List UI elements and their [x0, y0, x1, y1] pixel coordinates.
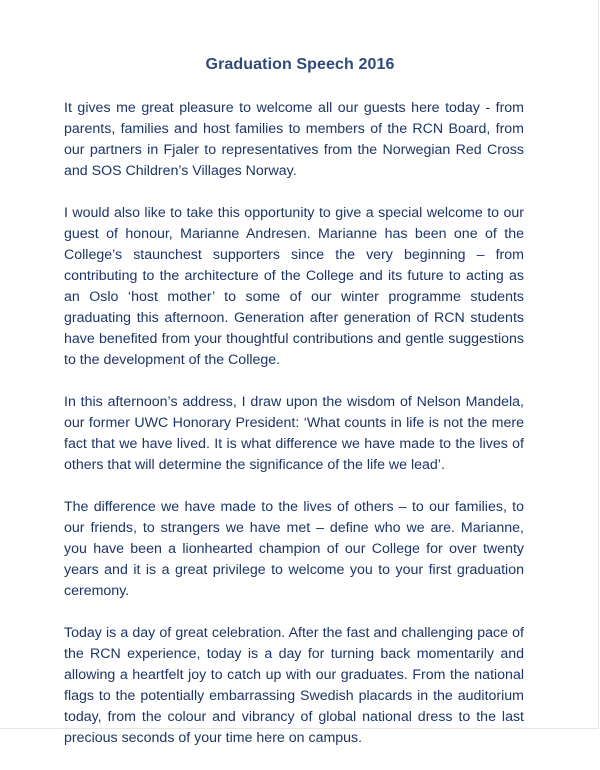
speech-body [64, 98, 524, 770]
document-title: Graduation Speech 2016 [205, 56, 395, 73]
paragraph-mandela-quote: In this afternoon’s address, I draw upon the wisdom of Nelson Mandela, our former UWC Honorary President: ‘What counts in life is not the mere fact that we have lived. It is what difference we have made to the lives of others that will determine the significance of the life we lead’. [64, 394, 524, 473]
paragraph-welcome: It gives me great pleasure to welcome all our guests here today - from parents, families and host families to members of the RCN Board, from our partners in Fjaler to representatives from the Norwegian Red Cross and SOS Children’s Villages Norway. [64, 100, 524, 179]
paragraph-guest-of-honour: I would also like to take this opportunity to give a special welcome to our guest of honour, Marianne Andresen. Marianne has been one of the College’s staunchest supporters since the very beginning – from contributing to the architecture of the College and its future to acting as an Oslo ‘host mother’ to some of our winter programme students graduating this afternoon. Generation after generation of RCN students have benefited from your thoughtful contributions and gentle suggestions to the development of the College. [64, 205, 524, 368]
paragraph-celebration: Today is a day of great celebration. After the fast and challenging pace of the RCN experience, today is a day for turning back momentarily and allowing a heartfelt joy to catch up with our graduates. From the national flags to the potentially embarrassing Swedish placards in the auditorium today, from the colour and vibrancy of global national dress to the last precious seconds of your time here on campus. [64, 625, 524, 746]
paragraph-difference: The difference we have made to the lives of others – to our families, to our friends, to strangers we have met – define who we are. Marianne, you have been a lionhearted champion of our College for over twenty years and it is a great privilege to welcome you to your first graduation ceremony. [64, 499, 524, 599]
